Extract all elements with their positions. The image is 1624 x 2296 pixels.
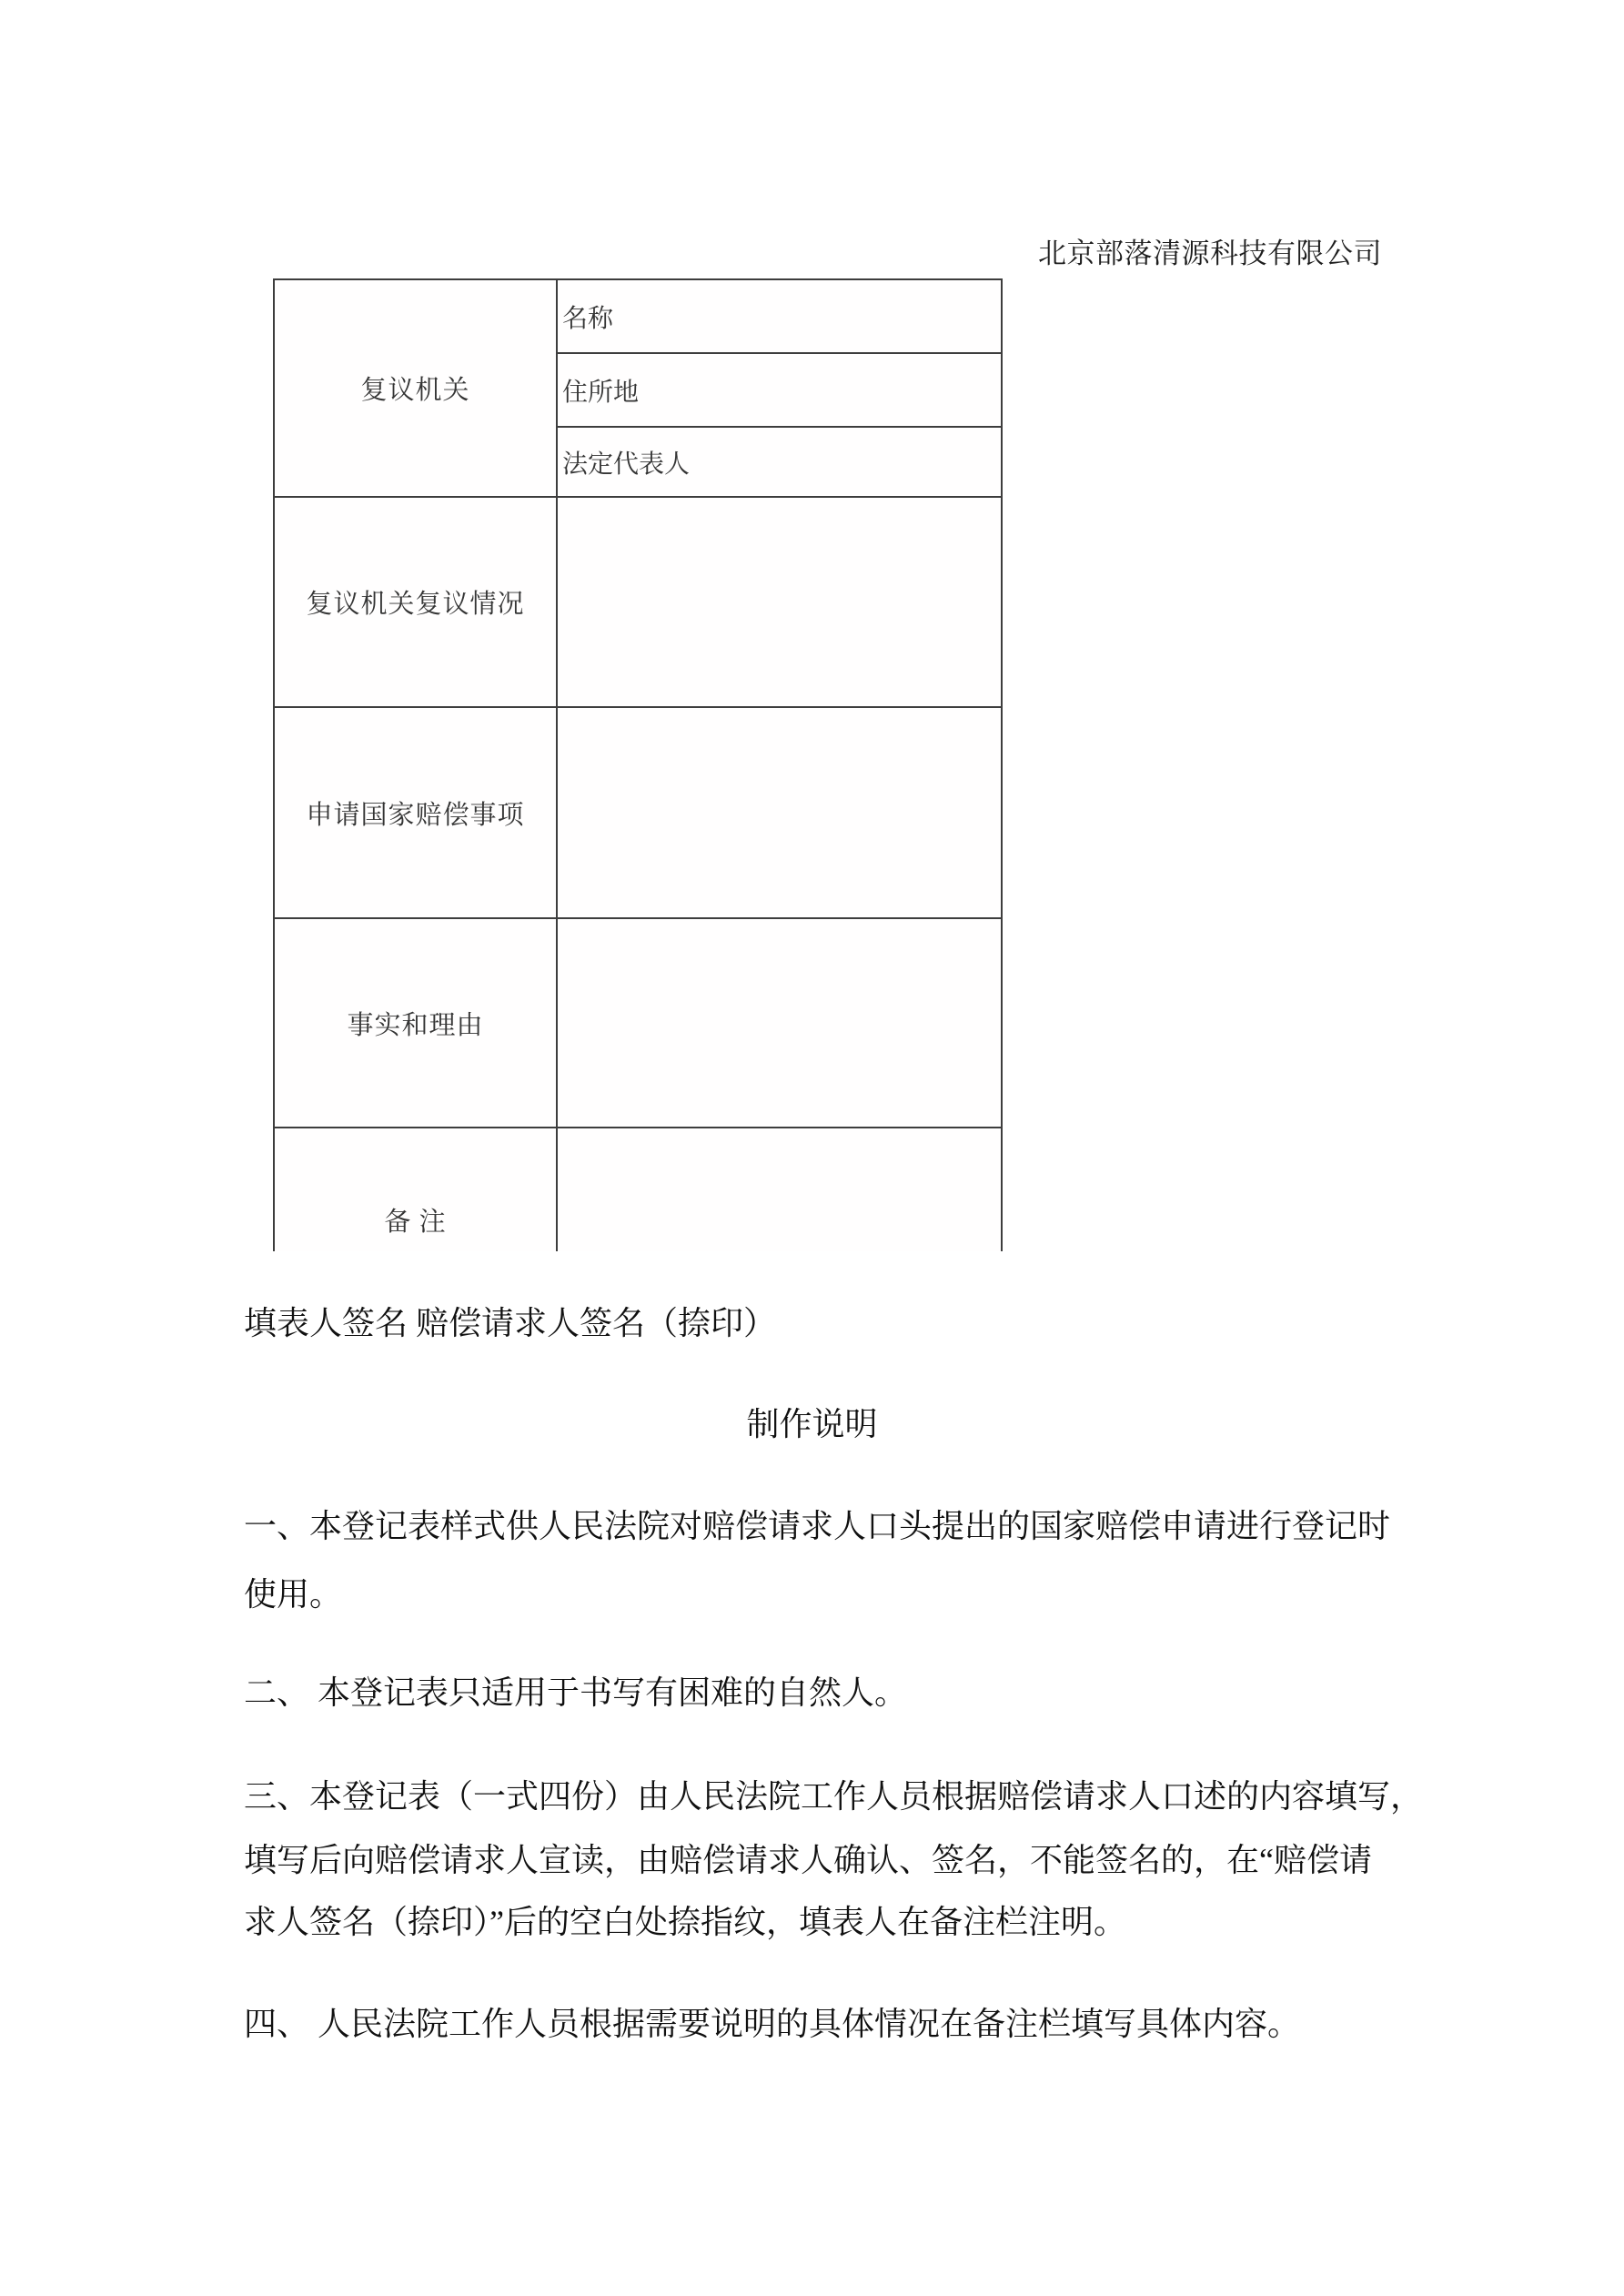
instruction-paragraph-4-line-1: 四、 人民法院工作人员根据需要说明的具体情况在备注栏填写具体内容。: [244, 2006, 1301, 2042]
facts-reasons-empty-cell: [558, 919, 1001, 1127]
instruction-paragraph-1-line-1: 一、本登记表样式供人民法院对赔偿请求人口头提出的国家赔偿申请进行登记时: [244, 1508, 1391, 1544]
instruction-paragraph-3-line-2: 填写后向赔偿请求人宣读，由赔偿请求人确认、签名，不能签名的，在“赔偿请: [244, 1842, 1372, 1878]
row-label-review-status: 复议机关复议情况: [275, 498, 558, 706]
instruction-paragraph-3-line-3: 求人签名（捺印）”后的空白处捺指纹，填表人在备注栏注明。: [244, 1904, 1126, 1940]
instructions-title: 制作说明: [746, 1406, 878, 1442]
row-label-compensation-items: 申请国家赔偿事项: [275, 708, 558, 917]
row-label-facts-reasons: 事实和理由: [275, 919, 558, 1127]
signature-line: 填表人签名 赔偿请求人签名（捺印）: [244, 1305, 777, 1341]
instruction-paragraph-2-line-1: 二、 本登记表只适用于书写有困难的自然人。: [244, 1674, 908, 1711]
table-row-compensation-items: [275, 708, 1001, 919]
instruction-paragraph-3-line-1: 三、本登记表（一式四份）由人民法院工作人员根据赔偿请求人口述的内容填写，: [244, 1778, 1424, 1815]
row-label-remarks: 备 注: [275, 1128, 558, 1251]
table-row-review-status: [275, 498, 1001, 708]
subrow-name-field: 名称: [558, 280, 1001, 354]
company-name: 北京部落清源科技有限公司: [1038, 238, 1382, 269]
review-organ-subrows: [558, 280, 1001, 496]
table-row-review-organ: [275, 280, 1001, 498]
subrow-address-field: 住所地: [558, 354, 1001, 428]
review-status-empty-cell: [558, 498, 1001, 706]
table-row-facts-reasons: [275, 919, 1001, 1128]
subrow-legal-representative-field: 法定代表人: [562, 450, 691, 479]
instruction-paragraph-1-line-2: 使用。: [244, 1576, 343, 1613]
remarks-empty-cell: [558, 1128, 1001, 1251]
registration-table: [273, 278, 1003, 1251]
row-label-review-organ: 复议机关: [275, 280, 558, 496]
table-row-remarks: [275, 1128, 1001, 1251]
compensation-items-empty-cell: [558, 708, 1001, 917]
